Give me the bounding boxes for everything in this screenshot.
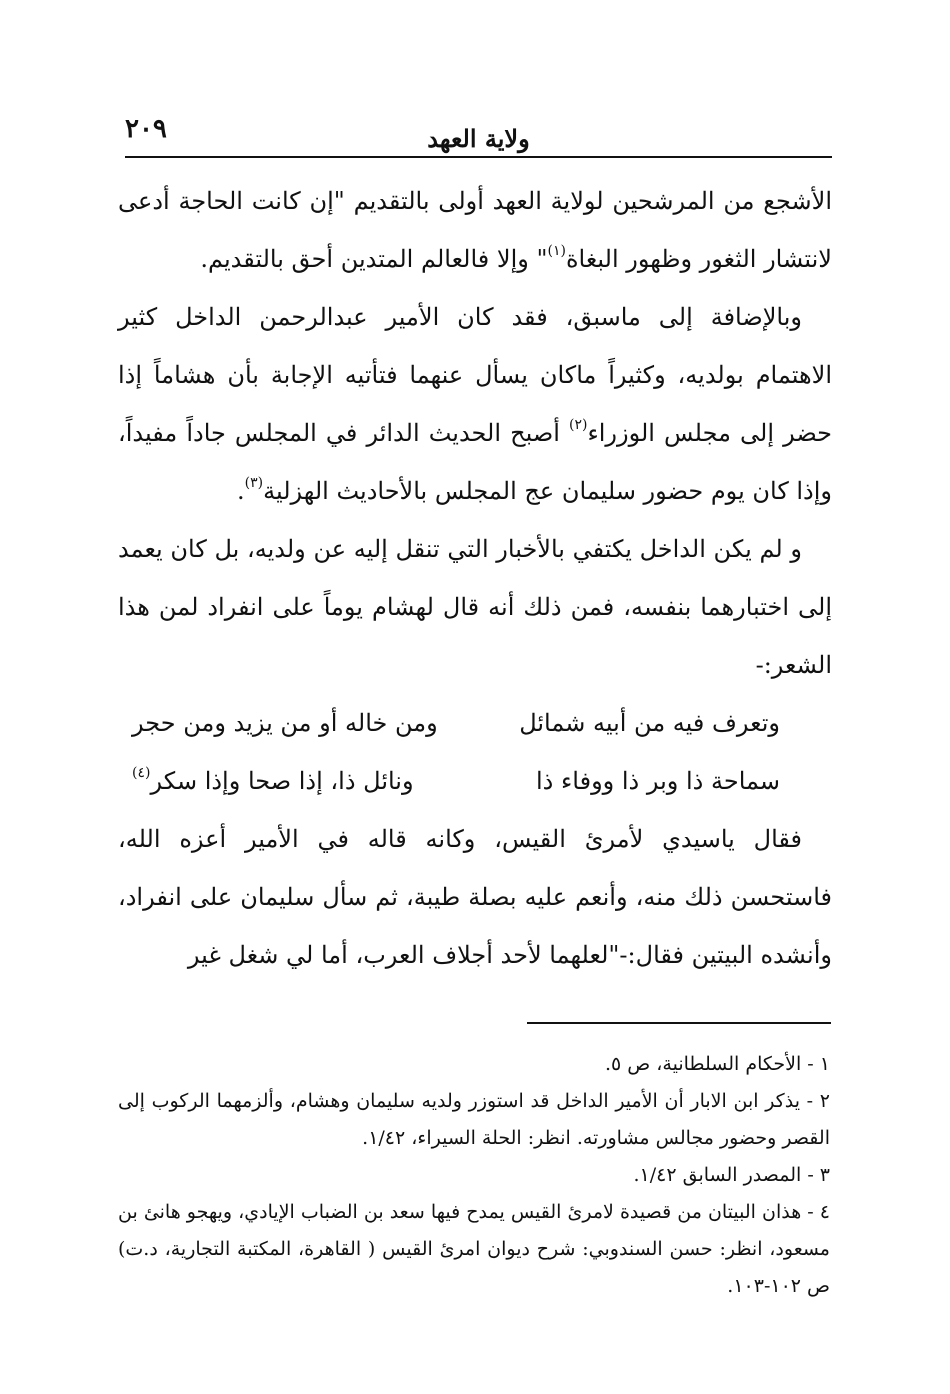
verse-2-second-text: ونائل ذا، إذا صحا وإذا سكر — [150, 767, 414, 795]
verse-2-first-hemistich: سماحة ذا وبر ذا ووفاء ذا — [536, 767, 780, 795]
poem-verse-2 — [118, 752, 832, 810]
paragraph-2-text-b: أصبح الحديث الدائر في المجلس جاداً مفيداً، وإذا كان يوم حضور سليمان عج المجلس بالأحاديث الهزلية — [118, 419, 832, 505]
paragraph-1 — [118, 172, 832, 288]
paragraph-2 — [118, 288, 832, 520]
footnote-2: ٢ - يذكر ابن الابار أن الأمير الداخل قد استوزر ولديه سليمان وهشام، وألزمهما الركوب إلى القصر وحضور مجالس مشاورته. انظر: الحلة السيراء، ١/٤٢. — [118, 1090, 830, 1149]
footnote-ref-4: (٤) — [132, 765, 151, 781]
footnote-ref-2: (٢) — [568, 417, 588, 433]
poem — [118, 694, 832, 810]
paragraph-4: فقال ياسيدي لأمرئ القيس، وكانه قاله في الأمير أعزه الله، فاستحسن ذلك منه، وأنعم عليه بصلة طيبة، ثم سأل سليمان على انفراد، وأنشده البيتين فقال:-"لعلهما لأحد أجلاف العرب، أما لي شغل غير — [118, 825, 832, 969]
footnotes — [118, 1046, 830, 1305]
footnote-4: ٤ - هذان البيتان من قصيدة لامرئ القيس يمدح فيها سعد بن الضباب الإيادي، ويهجو هانئ بن مسعود، انظر: حسن السندوبي: شرح ديوان امرئ القيس ( القاهرة، المكتبة التجارية، د.ت) ص ١٠٢-١٠٣. — [118, 1201, 830, 1297]
page-header — [125, 112, 832, 158]
paragraph-2-text-c: . — [237, 477, 245, 505]
verse-2-second-hemistich — [132, 752, 414, 810]
footnote-1: ١ - الأحكام السلطانية، ص ٥. — [604, 1053, 830, 1075]
paragraph-3: و لم يكن الداخل يكتفي بالأخبار التي تنقل إليه عن ولديه، بل كان يعمد إلى اختبارهما بنفسه، فمن ذلك أنه قال لهشام يوماً على انفراد لمن هذا الشعر:- — [118, 535, 832, 679]
verse-1-second-hemistich: ومن خاله أو من يزيد ومن حجر — [132, 709, 438, 737]
page-number: ٢٠٩ — [125, 114, 167, 144]
main-text — [118, 172, 832, 984]
paragraph-1-text-a: الأشجع من المرشحين لولاية العهد أولى بالتقديم "إن كانت الحاجة أدعى لانتشار الثغور وظهور البغاة — [118, 187, 832, 273]
poem-verse-1 — [118, 694, 832, 752]
paragraph-2-text-a: وبالإضافة إلى ماسبق، فقد كان الأمير عبدالرحمن الداخل كثير الاهتمام بولديه، وكثيراً ماكان يسأل عنهما فتأتيه الإجابة بأن هشاماً إذا حضر إلى مجلس الوزراء — [118, 303, 832, 447]
footnote-ref-3: (٣) — [244, 475, 264, 491]
footnote-3: ٣ - المصدر السابق ١/٤٢. — [633, 1164, 830, 1186]
verse-1-first-hemistich: وتعرف فيه من أبيه شمائل — [519, 709, 780, 737]
footnote-separator — [527, 1022, 831, 1024]
footnote-ref-1: (١) — [547, 243, 566, 259]
paragraph-1-text-b: " وإلا فالعالم المتدين أحق بالتقديم. — [200, 245, 548, 273]
running-title: ولاية العهد — [427, 124, 530, 153]
